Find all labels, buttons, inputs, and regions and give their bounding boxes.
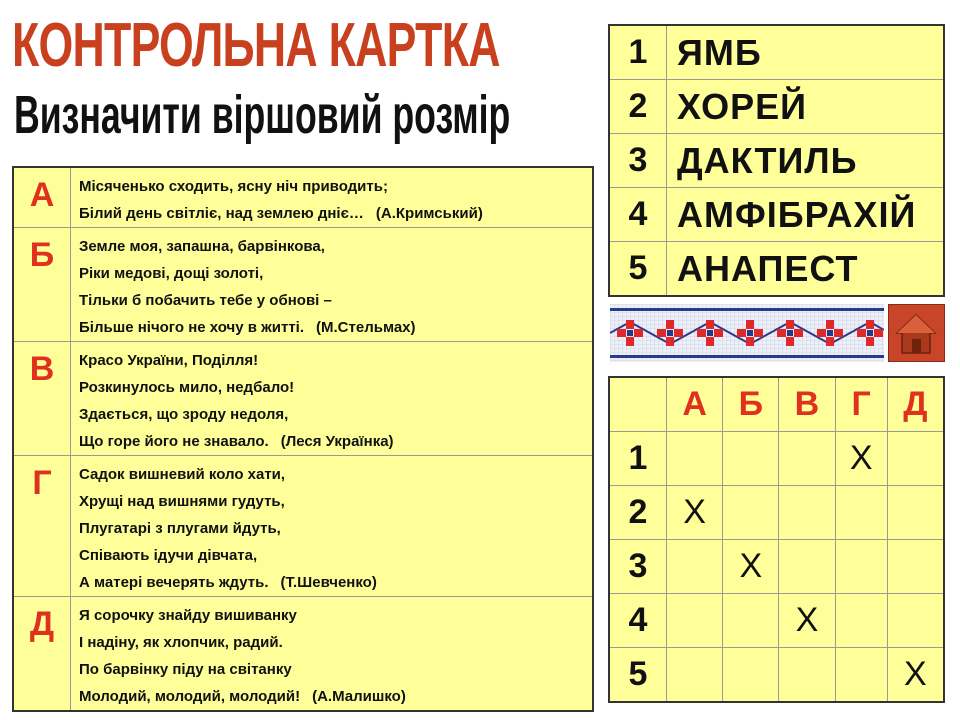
grid-row-number: 2 bbox=[609, 486, 667, 540]
meter-row bbox=[609, 25, 944, 80]
grid-row bbox=[609, 432, 944, 486]
meter-name: ХОРЕЙ bbox=[667, 80, 945, 134]
meter-number: 4 bbox=[609, 188, 667, 242]
poem-author: (А.Кримський) bbox=[375, 205, 483, 222]
poem-line: Земле моя, запашна, барвінкова, bbox=[79, 238, 325, 255]
poem-text bbox=[71, 228, 594, 342]
poem-text bbox=[71, 167, 594, 228]
poem-text bbox=[71, 342, 594, 456]
grid-row bbox=[609, 486, 944, 540]
grid-cell[interactable] bbox=[887, 540, 944, 594]
poem-line: Здається, що зроду недоля, bbox=[79, 406, 289, 423]
grid-col-d: Д bbox=[887, 377, 944, 432]
grid-col-b: Б bbox=[723, 377, 779, 432]
poem-row-v bbox=[13, 342, 593, 456]
grid-cell[interactable] bbox=[887, 594, 944, 648]
grid-cell[interactable] bbox=[779, 648, 835, 703]
grid-col-a: А bbox=[667, 377, 723, 432]
poem-letter: Г bbox=[13, 456, 71, 597]
meter-number: 5 bbox=[609, 242, 667, 297]
meter-row bbox=[609, 80, 944, 134]
home-button[interactable] bbox=[888, 304, 945, 362]
poem-line: Тільки б побачить тебе у обнові – bbox=[79, 292, 332, 309]
poem-line: Місяченько сходить, ясну ніч приводить; bbox=[79, 178, 388, 195]
poem-text bbox=[71, 456, 594, 597]
grid-cell[interactable] bbox=[779, 432, 835, 486]
poem-line bbox=[79, 200, 592, 227]
poem-letter: Б bbox=[13, 228, 71, 342]
grid-row-number: 5 bbox=[609, 648, 667, 703]
poem-line: Хрущі над вишнями гудуть, bbox=[79, 493, 285, 510]
meters-table bbox=[608, 24, 945, 297]
poem-line-text: Білий день світліє, над землею дніє… bbox=[79, 205, 364, 222]
meter-number: 1 bbox=[609, 25, 667, 80]
grid-cell[interactable] bbox=[835, 594, 887, 648]
poems-table bbox=[12, 166, 594, 712]
grid-cell[interactable] bbox=[779, 486, 835, 540]
grid-header-row bbox=[609, 377, 944, 432]
poem-line-text: Молодий, молодий, молодий! bbox=[79, 688, 301, 705]
page-subtitle: Визначити віршовий розмір bbox=[14, 85, 511, 145]
grid-row-number: 4 bbox=[609, 594, 667, 648]
meter-number: 3 bbox=[609, 134, 667, 188]
poem-line: По барвінку піду на світанку bbox=[79, 661, 292, 678]
meter-row bbox=[609, 188, 944, 242]
poem-line: Ріки медові, дощі золоті, bbox=[79, 265, 264, 282]
grid-row-number: 1 bbox=[609, 432, 667, 486]
poem-letter: А bbox=[13, 167, 71, 228]
meter-name: АНАПЕСТ bbox=[667, 242, 945, 297]
poem-line: Розкинулось мило, недбало! bbox=[79, 379, 295, 396]
grid-row-number: 3 bbox=[609, 540, 667, 594]
poem-line: Плугатарі з плугами йдуть, bbox=[79, 520, 281, 537]
meter-name: АМФІБРАХІЙ bbox=[667, 188, 945, 242]
grid-row bbox=[609, 540, 944, 594]
embroidery-ornament-icon bbox=[610, 304, 884, 362]
grid-cell[interactable] bbox=[835, 486, 887, 540]
grid-cell[interactable] bbox=[723, 432, 779, 486]
meter-row bbox=[609, 242, 944, 297]
grid-col-h: Г bbox=[835, 377, 887, 432]
answer-grid bbox=[608, 376, 945, 703]
poem-author: (М.Стельмах) bbox=[316, 319, 416, 336]
poem-author: (Т.Шевченко) bbox=[280, 574, 377, 591]
grid-row bbox=[609, 594, 944, 648]
grid-corner bbox=[609, 377, 667, 432]
grid-cell[interactable] bbox=[723, 486, 779, 540]
meter-row bbox=[609, 134, 944, 188]
grid-cell[interactable]: Х bbox=[779, 594, 835, 648]
poem-line: Я сорочку знайду вишиванку bbox=[79, 607, 297, 624]
poem-text bbox=[71, 597, 594, 712]
grid-cell[interactable] bbox=[887, 486, 944, 540]
page-title: КОНТРОЛЬНА КАРТКА bbox=[12, 11, 500, 80]
poem-author: (А.Малишко) bbox=[312, 688, 406, 705]
poem-letter: В bbox=[13, 342, 71, 456]
grid-cell[interactable] bbox=[723, 648, 779, 703]
meter-number: 2 bbox=[609, 80, 667, 134]
grid-col-v: В bbox=[779, 377, 835, 432]
poem-line bbox=[79, 569, 592, 596]
grid-cell[interactable] bbox=[723, 594, 779, 648]
meter-name: ДАКТИЛЬ bbox=[667, 134, 945, 188]
grid-cell[interactable] bbox=[667, 594, 723, 648]
poem-line: Садок вишневий коло хати, bbox=[79, 466, 286, 483]
grid-cell[interactable]: Х bbox=[723, 540, 779, 594]
poem-line: І надіну, як хлопчик, радий. bbox=[79, 634, 283, 651]
home-icon bbox=[889, 305, 944, 361]
poem-letter: Д bbox=[13, 597, 71, 712]
poem-line: Красо України, Поділля! bbox=[79, 352, 259, 369]
grid-cell[interactable] bbox=[667, 648, 723, 703]
poem-line bbox=[79, 683, 592, 710]
poem-line-text: А матері вечерять ждуть. bbox=[79, 574, 269, 591]
grid-cell[interactable]: Х bbox=[835, 432, 887, 486]
poem-line bbox=[79, 428, 592, 455]
poem-line bbox=[79, 314, 592, 341]
poem-line-text: Що горе його не знавало. bbox=[79, 433, 269, 450]
poem-line: Співають ідучи дівчата, bbox=[79, 547, 258, 564]
grid-cell[interactable] bbox=[835, 540, 887, 594]
grid-cell[interactable]: Х bbox=[887, 648, 944, 703]
grid-cell[interactable] bbox=[835, 648, 887, 703]
poem-author: (Леся Українка) bbox=[280, 433, 394, 450]
poem-line-text: Більше нічого не хочу в житті. bbox=[79, 319, 305, 336]
grid-cell[interactable] bbox=[887, 432, 944, 486]
grid-cell[interactable]: Х bbox=[667, 486, 723, 540]
poem-row-b bbox=[13, 228, 593, 342]
poem-row-a bbox=[13, 167, 593, 228]
meter-name: ЯМБ bbox=[667, 25, 945, 80]
poem-row-d bbox=[13, 597, 593, 712]
grid-cell[interactable] bbox=[667, 540, 723, 594]
grid-cell[interactable] bbox=[779, 540, 835, 594]
poem-row-h bbox=[13, 456, 593, 597]
grid-row bbox=[609, 648, 944, 703]
grid-cell[interactable] bbox=[667, 432, 723, 486]
